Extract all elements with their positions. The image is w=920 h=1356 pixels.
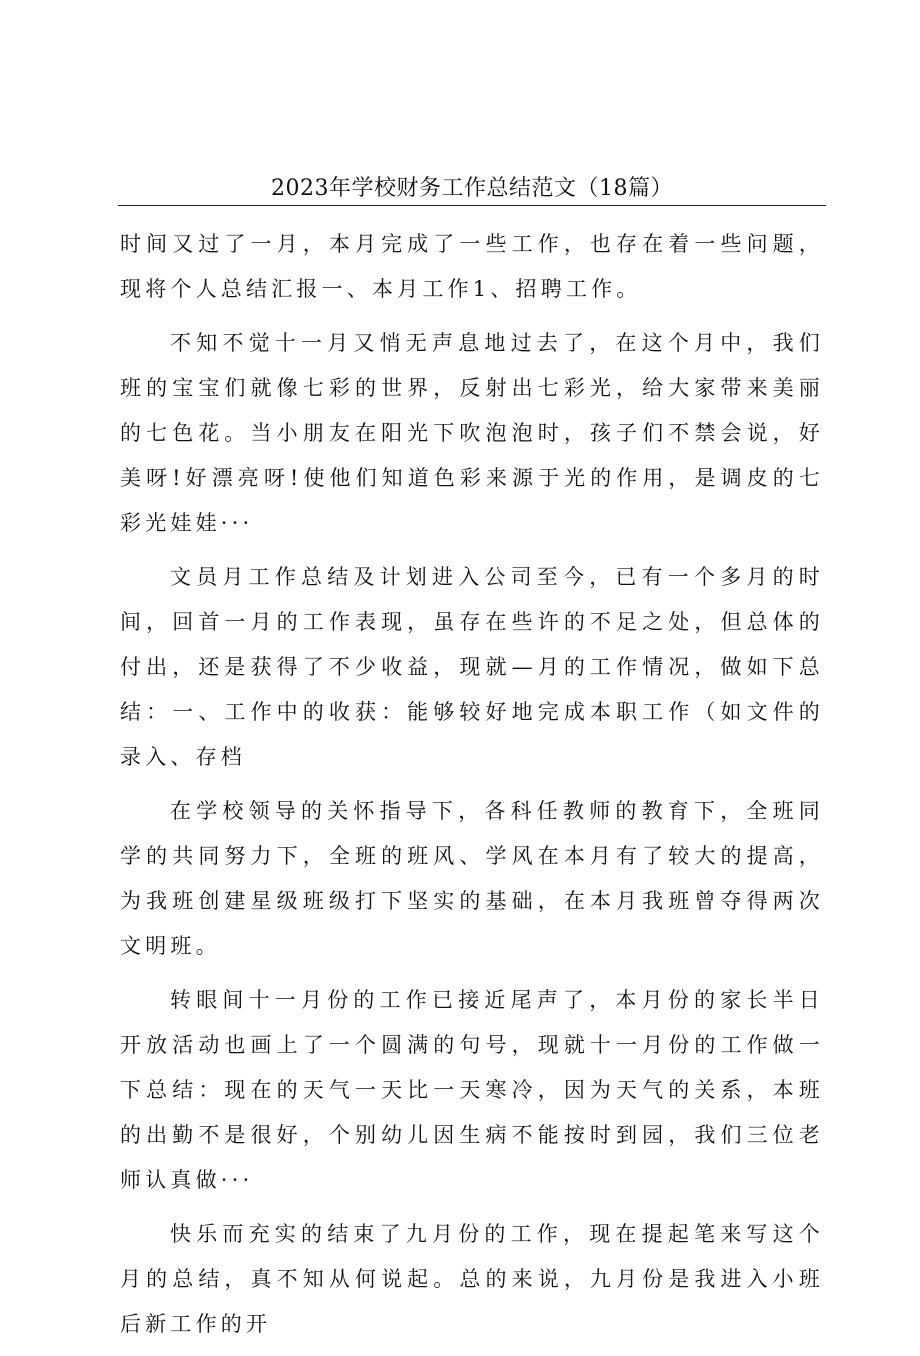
paragraph-5: 转眼间十一月份的工作已接近尾声了，本月份的家长半日开放活动也画上了一个圆满的句号，现就十一月份的工作做一下总结：现在的天气一天比一天寒冷，因为天气的关系，本班的出勤不是很好，个别幼儿因生病不能按时到园，我们三位老师认真做··· xyxy=(120,988,824,1192)
paragraph-2: 不知不觉十一月又悄无声息地过去了，在这个月中，我们班的宝宝们就像七彩的世界，反射出七彩光，给大家带来美丽的七色花。当小朋友在阳光下吹泡泡时，孩子们不禁会说，好美呀!好漂亮呀!使他们知道色彩来源于光的作用，是调皮的七彩光娃娃··· xyxy=(120,331,824,535)
paragraph-6: 快乐而充实的结束了九月份的工作，现在提起笔来写这个月的总结，真不知从何说起。总的来说，九月份是我进入小班后新工作的开 xyxy=(120,1222,824,1336)
title-underline xyxy=(118,205,826,206)
document-title: 2023年学校财务工作总结范文（18篇） xyxy=(271,176,673,201)
paragraph-3: 文员月工作总结及计划进入公司至今，已有一个多月的时间，回首一月的工作表现，虽存在些许的不足之处，但总体的付出，还是获得了不少收益，现就—月的工作情况，做如下总结：一、工作中的收获：能够较好地完成本职工作（如文件的录入、存档 xyxy=(120,565,824,769)
paragraph-1: 时间又过了一月，本月完成了一些工作，也存在着一些问题，现将个人总结汇报一、本月工作1、招聘工作。 xyxy=(120,232,824,301)
document-body xyxy=(120,222,824,1356)
paragraph-4: 在学校领导的关怀指导下，各科任教师的教育下，全班同学的共同努力下，全班的班风、学风在本月有了较大的提高，为我班创建星级班级打下坚实的基础，在本月我班曾夺得两次文明班。 xyxy=(120,799,824,958)
